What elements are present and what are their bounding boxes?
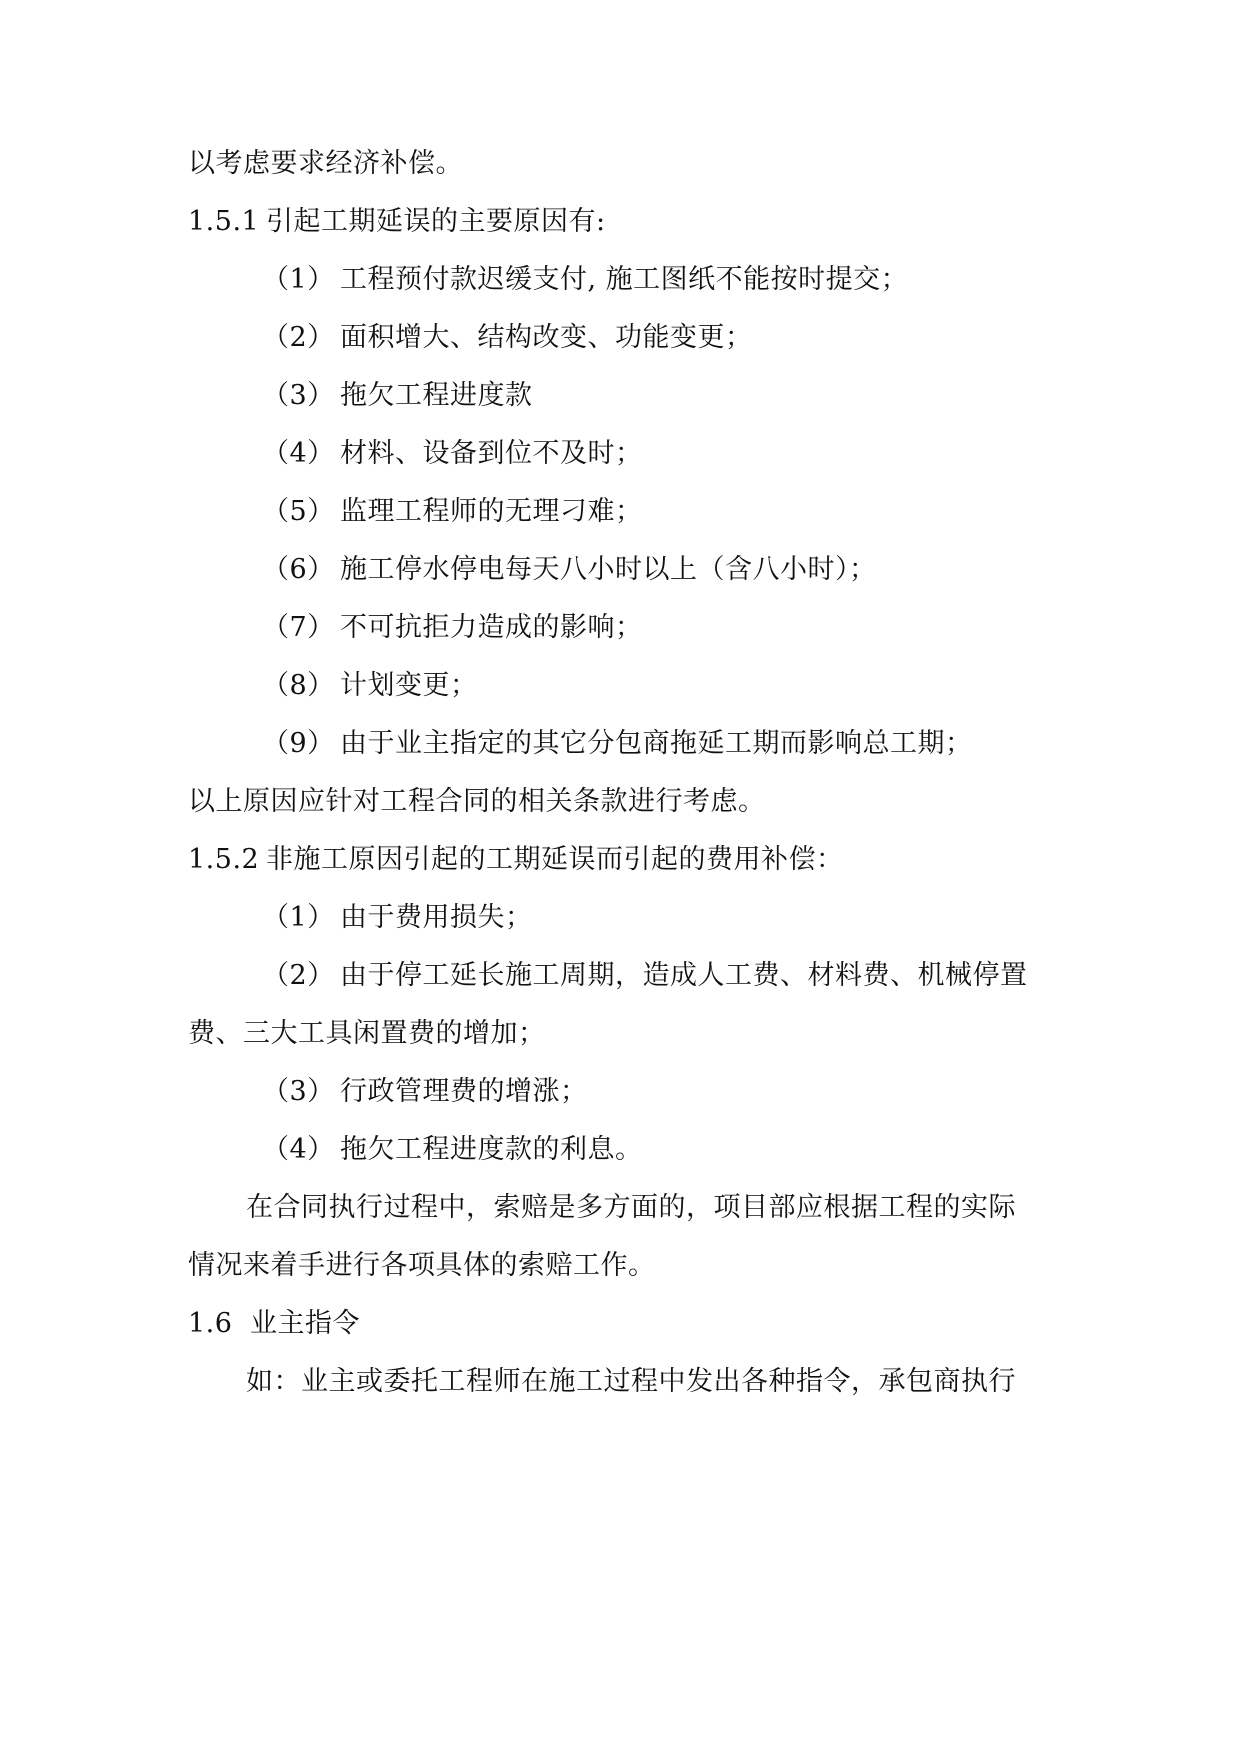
item-number: （9） [262,728,335,759]
item-text: 由于业主指定的其它分包商拖延工期而影响总工期； [340,728,973,759]
item-number: （4） [262,1134,335,1165]
list-item [262,1074,588,1110]
item-number: （8） [262,670,335,701]
item-text: 施工停水停电每天八小时以上（含八小时）； [340,554,877,585]
item-number: （5） [262,496,335,527]
line-text: 费、三大工具闲置费的增加； [188,1018,546,1049]
item-number: （1） [262,264,335,295]
item-number: （7） [262,612,335,643]
item-text: 材料、设备到位不及时； [340,438,643,469]
paragraph-line [246,1364,1016,1400]
item-text: 拖欠工程进度款 [340,380,533,411]
list-item [262,1132,643,1168]
list-item [262,610,643,646]
list-item [262,494,643,530]
list-item [262,958,1028,994]
item-text: 面积增大、结构改变、功能变更； [340,322,753,353]
section-number: 1.5.2 [188,844,260,875]
item-number: （2） [262,960,335,991]
line-text: 在合同执行过程中，索赔是多方面的，项目部应根据工程的实际 [246,1192,1016,1223]
section-title: 非施工原因引起的工期延误而引起的费用补偿： [266,844,844,875]
list-item [262,668,478,704]
item-text: 工程预付款迟缓支付, 施工图纸不能按时提交； [340,264,909,295]
list-item [262,726,973,762]
text-line [188,146,463,182]
section-title: 业主指令 [250,1308,360,1339]
item-text: 行政管理费的增涨； [340,1076,588,1107]
item-text: 由于费用损失； [340,902,533,933]
item-number: （1） [262,902,335,933]
text-line [188,784,766,820]
list-item [262,320,753,356]
item-number: （3） [262,1076,335,1107]
line-text: 情况来着手进行各项具体的索赔工作。 [188,1250,656,1281]
section-heading-1-5-1 [188,204,606,240]
text-line [188,1248,656,1284]
item-number: （6） [262,554,335,585]
paragraph-line [246,1190,1016,1226]
item-text: 拖欠工程进度款的利息。 [340,1134,643,1165]
section-number: 1.5.1 [188,206,260,237]
item-text: 计划变更； [340,670,478,701]
section-number: 1.6 [188,1308,233,1339]
item-text: 由于停工延长施工周期，造成人工费、材料费、机械停置 [340,960,1028,991]
list-item [262,552,877,588]
line-text: 如：业主或委托工程师在施工过程中发出各种指令，承包商执行 [246,1366,1016,1397]
section-title: 引起工期延误的主要原因有: [266,206,606,237]
item-number: （3） [262,380,335,411]
list-item [262,262,908,298]
section-heading-1-5-2 [188,842,844,878]
line-text: 以考虑要求经济补偿。 [188,148,463,179]
item-text: 监理工程师的无理刁难； [340,496,643,527]
list-item [262,378,533,414]
text-line [188,1016,546,1052]
list-item [262,900,533,936]
line-text: 以上原因应针对工程合同的相关条款进行考虑。 [188,786,766,817]
item-number: （2） [262,322,335,353]
section-heading-1-6 [188,1306,360,1342]
item-text: 不可抗拒力造成的影响； [340,612,643,643]
list-item [262,436,643,472]
item-number: （4） [262,438,335,469]
